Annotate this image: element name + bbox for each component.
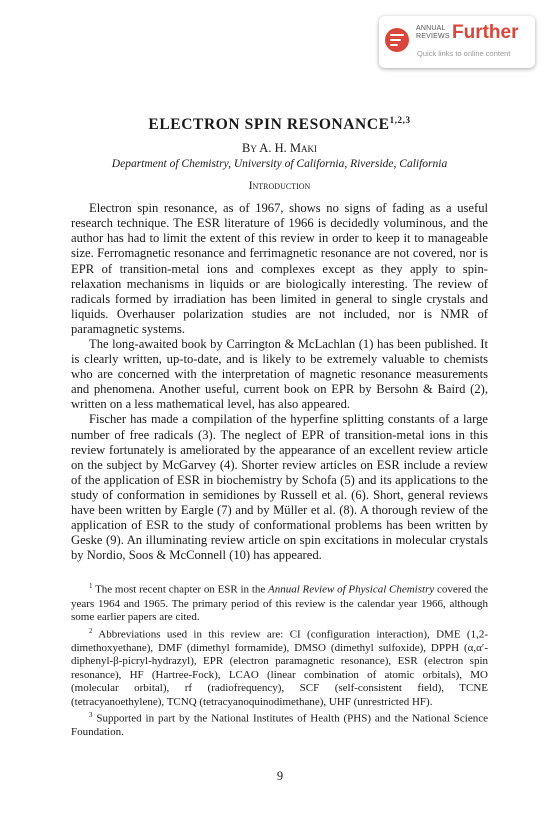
footnote-2-number: 2 (89, 626, 93, 635)
further-label: Further (452, 22, 519, 43)
footnote-2 (71, 625, 488, 710)
article-title (71, 110, 488, 135)
title-footnote-marks: 1,2,3 (389, 115, 411, 125)
further-badge[interactable] (379, 16, 535, 68)
paragraph-2: The long-awaited book by Carrington & McLachlan (1) has been published. It is clearly written, up-to-date, and is likely to be extremely valuable to chemists who are concerned with the interpretation of magnetic resonance measurements and phenomena. Another useful, current book on EPR by Bersohn & Baird (2), written on a less mathematical level, has also appeared. (71, 337, 488, 412)
footnote-3-text: Supported in part by the National Institutes of Health (PHS) and the National Science Foundation. (71, 712, 488, 739)
section-heading: Introduction (248, 180, 311, 193)
footnotes (71, 580, 488, 739)
article-body (71, 110, 488, 740)
further-subtitle: Quick links to online content (417, 49, 511, 58)
footnote-1-number: 1 (89, 582, 93, 591)
further-logo-icon (385, 28, 409, 52)
footnote-3 (71, 709, 488, 740)
footnote-1-pre: The most recent chapter on ESR in the (95, 584, 269, 597)
footnote-2-text: Abbreviations used in this review are: CI (configuration interaction), DME (1,2-dimethoxyethane), DMF (dimethyl formamide), DMSO (dimethyl sulfoxide), DPPH (α,α′-diphenyl-β-picryl-hydrazyl), EPR (electron paramagnetic resonance), ESR (electron spin resonance), HF (Hartree-Fock), LCAO (linear combination of atomic orbitals), MO (molecular orbital), rf (radiofrequency), SCF (self-consistent field), TCNE (tetracyanoethylene), TCNQ (tetracyanoquinodimethane), UHF (unrestricted HF). (71, 628, 488, 708)
page-number: 9 (276, 769, 284, 783)
footnote-3-number: 3 (89, 711, 93, 720)
article-title-text: ELECTRON SPIN RESONANCE (148, 116, 390, 134)
footnote-1 (71, 580, 488, 624)
annual-reviews-label: ANNUAL REVIEWS (416, 25, 450, 40)
author-line: By A. H. Maki (242, 141, 317, 156)
footnote-1-post: covered the years 1964 and 1965. The primary period of this review is the calendar year 1966, although some earlier papers are cited. (71, 584, 488, 624)
department-line: Department of Chemistry, University of California, Riverside, California (111, 158, 448, 171)
paragraph-1: Electron spin resonance, as of 1967, shows no signs of fading as a useful research technique. The ESR literature of 1966 is decidedly voluminous, and the author has had to limit the extent of this review in order to keep it to manageable size. Ferromagnetic resonance and ferrimagnetic resonance are not covered, nor is EPR of transition-metal ions and complexes except as they apply to spin-relaxation mechanisms in liquids or are biologically interesting. The review of radicals formed by irradiation has been limited in general to single crystals and liquids. Overhauser polarization studies are not included, nor is NMR of paramagnetic systems. (71, 201, 488, 336)
footnote-1-journal: Annual Review of Physical Chemistry (268, 584, 435, 597)
paragraph-3: Fischer has made a compilation of the hyperfine splitting constants of a large number of free radicals (3). The neglect of EPR of transition-metal ions in this review fortunately is ameliorated by the appearance of an excellent review article on the subject by McGarvey (4). Shorter review articles on ESR include a review of the application of ESR in biochemistry by Schofa (5) and its applications to the study of conformation in semidiones by Russell et al. (6). Short, general reviews have been written by Eargle (7) and by Müller et al. (8). A thorough review of the application of ESR to the study of conformational problems has been written by Geske (9). An illuminating review article on spin excitations in molecular crystals by Nordio, Soos & McConnell (10) has appeared. (71, 412, 488, 563)
